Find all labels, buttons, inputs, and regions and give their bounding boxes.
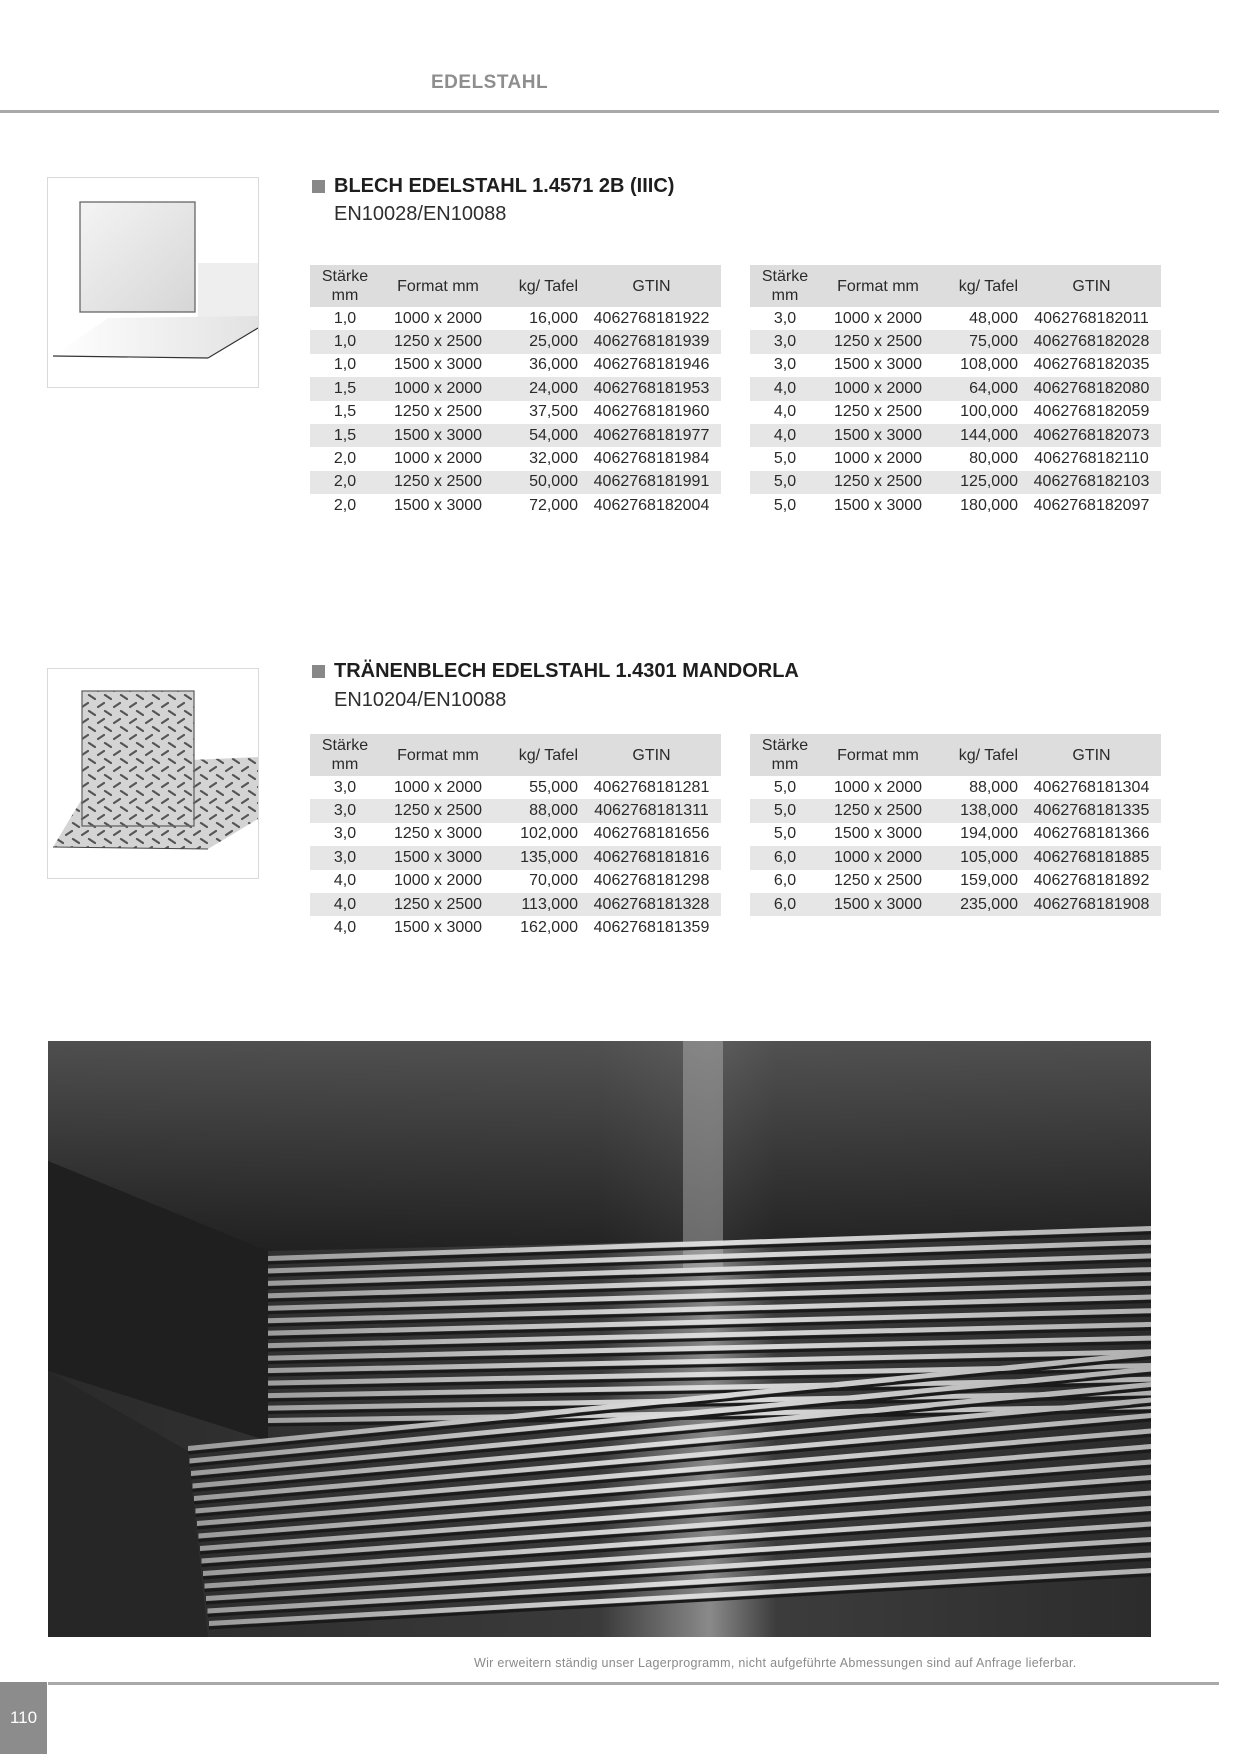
section-1-title-text: BLECH EDELSTAHL 1.4571 2B (IIIC) xyxy=(334,175,675,197)
cell-format: 1250 x 2500 xyxy=(380,893,496,916)
cell-format: 1000 x 2000 xyxy=(393,450,483,468)
cell-gtin: 4062768182097 xyxy=(1033,496,1150,514)
cell-thickness: 3,0 xyxy=(310,846,380,869)
cell-weight: 37,500 xyxy=(529,403,578,421)
table-row xyxy=(750,424,1161,447)
table-row xyxy=(750,823,1161,846)
cell-weight: 144,000 xyxy=(936,424,1022,447)
column-header-thickness: Stärke mm xyxy=(310,734,380,776)
cell-format: 1500 x 3000 xyxy=(833,356,923,374)
table-row xyxy=(310,354,721,377)
cell-format: 1000 x 2000 xyxy=(393,872,483,890)
cell-format: 1250 x 2500 xyxy=(380,799,496,822)
cell-weight: 235,000 xyxy=(936,893,1022,916)
cell-gtin: 4062768182059 xyxy=(1033,403,1150,421)
column-header-weight: kg/ Tafel xyxy=(936,734,1022,776)
table-row xyxy=(310,893,721,916)
cell-format: 1500 x 3000 xyxy=(820,424,936,447)
cell-weight: 48,000 xyxy=(969,309,1018,327)
stock-footnote: Wir erweitern ständig unser Lagerprogramm, nicht aufgeführte Abmessungen sind auf Anfrage lieferbar. xyxy=(474,1656,1077,1670)
table-row xyxy=(750,494,1161,517)
cell-gtin: 4062768181304 xyxy=(1033,778,1150,796)
table-row xyxy=(310,846,721,869)
cell-thickness: 3,0 xyxy=(333,825,357,843)
column-header-gtin: GTIN xyxy=(582,265,721,307)
cell-weight: 36,000 xyxy=(529,356,578,374)
cell-thickness: 1,5 xyxy=(310,424,380,447)
table-row xyxy=(310,870,721,893)
column-header-gtin: GTIN xyxy=(1022,734,1161,776)
cell-weight: 55,000 xyxy=(529,778,578,796)
cell-format: 1250 x 2500 xyxy=(833,872,923,890)
cell-format: 1000 x 2000 xyxy=(833,778,923,796)
column-header-weight: kg/ Tafel xyxy=(936,265,1022,307)
cell-weight: 50,000 xyxy=(496,471,582,494)
cell-gtin: 4062768181335 xyxy=(1022,799,1161,822)
table-row xyxy=(750,401,1161,424)
column-header-gtin: GTIN xyxy=(582,734,721,776)
cell-gtin: 4062768181816 xyxy=(582,846,721,869)
cell-thickness: 4,0 xyxy=(310,893,380,916)
cell-weight: 16,000 xyxy=(529,309,578,327)
cell-format: 1000 x 2000 xyxy=(380,377,496,400)
cell-thickness: 6,0 xyxy=(773,872,797,890)
cell-format: 1000 x 2000 xyxy=(820,846,936,869)
cell-gtin: 4062768181991 xyxy=(582,471,721,494)
table-row xyxy=(750,330,1161,353)
table-row xyxy=(310,401,721,424)
teardrop-sheet-image xyxy=(47,668,259,879)
cell-thickness: 5,0 xyxy=(750,471,820,494)
cell-gtin: 4062768181946 xyxy=(593,356,710,374)
table-row xyxy=(750,893,1161,916)
cell-weight: 105,000 xyxy=(936,846,1022,869)
table-row xyxy=(310,776,721,799)
cell-thickness: 4,0 xyxy=(750,377,820,400)
cell-weight: 180,000 xyxy=(960,496,1018,514)
column-header-thickness: Stärke mm xyxy=(310,265,380,307)
table-row xyxy=(750,471,1161,494)
cell-gtin: 4062768181960 xyxy=(593,403,710,421)
table-row xyxy=(750,799,1161,822)
cell-gtin: 4062768181922 xyxy=(593,309,710,327)
cell-gtin: 4062768181281 xyxy=(593,778,710,796)
cell-format: 1250 x 2500 xyxy=(393,403,483,421)
cell-thickness: 3,0 xyxy=(310,799,380,822)
cell-weight: 100,000 xyxy=(960,403,1018,421)
cell-weight: 108,000 xyxy=(960,356,1018,374)
cell-thickness: 5,0 xyxy=(773,778,797,796)
cell-gtin: 4062768181885 xyxy=(1022,846,1161,869)
cell-format: 1500 x 3000 xyxy=(393,919,483,937)
table-row xyxy=(310,307,721,330)
cell-gtin: 4062768182035 xyxy=(1033,356,1150,374)
cell-format: 1500 x 3000 xyxy=(833,825,923,843)
cell-format: 1250 x 3000 xyxy=(393,825,483,843)
table-row xyxy=(750,307,1161,330)
cell-thickness: 6,0 xyxy=(750,846,820,869)
cell-weight: 135,000 xyxy=(496,846,582,869)
cell-thickness: 2,0 xyxy=(310,471,380,494)
table-header-row xyxy=(750,734,1161,776)
cell-format: 1000 x 2000 xyxy=(833,309,923,327)
cell-format: 1250 x 2500 xyxy=(820,330,936,353)
table-row xyxy=(750,870,1161,893)
table-row xyxy=(750,354,1161,377)
cell-weight: 88,000 xyxy=(496,799,582,822)
cell-format: 1500 x 3000 xyxy=(380,846,496,869)
cell-gtin: 4062768181359 xyxy=(593,919,710,937)
cell-thickness: 2,0 xyxy=(333,450,357,468)
cell-format: 1250 x 2500 xyxy=(380,471,496,494)
cell-weight: 72,000 xyxy=(529,496,578,514)
cell-gtin: 4062768181908 xyxy=(1022,893,1161,916)
section-2-table-right xyxy=(750,734,1161,916)
cell-format: 1500 x 3000 xyxy=(820,893,936,916)
table-row xyxy=(310,494,721,517)
page-number: 110 xyxy=(0,1682,47,1754)
cell-thickness: 3,0 xyxy=(773,356,797,374)
cell-thickness: 1,5 xyxy=(333,403,357,421)
table-row xyxy=(310,447,721,470)
cell-weight: 194,000 xyxy=(960,825,1018,843)
cell-gtin: 4062768182080 xyxy=(1022,377,1161,400)
cell-gtin: 4062768181298 xyxy=(593,872,710,890)
square-bullet-icon xyxy=(312,665,325,678)
section-1-title xyxy=(312,175,674,198)
cell-thickness: 6,0 xyxy=(750,893,820,916)
table-row xyxy=(750,447,1161,470)
cell-gtin: 4062768182011 xyxy=(1034,309,1149,327)
section-2-title-text: TRÄNENBLECH EDELSTAHL 1.4301 MANDORLA xyxy=(334,660,799,682)
cell-weight: 25,000 xyxy=(496,330,582,353)
cell-thickness: 2,0 xyxy=(333,496,357,514)
category-title: EDELSTAHL xyxy=(431,72,549,93)
column-header-gtin: GTIN xyxy=(1022,265,1161,307)
cell-format: 1000 x 2000 xyxy=(393,309,483,327)
cell-weight: 54,000 xyxy=(496,424,582,447)
cell-format: 1500 x 3000 xyxy=(393,356,483,374)
plain-sheet-image xyxy=(47,177,259,388)
column-header-weight: kg/ Tafel xyxy=(496,734,582,776)
header-rule xyxy=(0,110,1219,113)
cell-format: 1250 x 2500 xyxy=(820,799,936,822)
cell-thickness: 1,0 xyxy=(333,356,357,374)
section-2-norm: EN10204/EN10088 xyxy=(334,689,507,711)
cell-gtin: 4062768181656 xyxy=(593,825,710,843)
cell-gtin: 4062768181939 xyxy=(582,330,721,353)
cell-gtin: 4062768182110 xyxy=(1034,450,1149,468)
cell-thickness: 4,0 xyxy=(773,403,797,421)
cell-thickness: 1,0 xyxy=(333,309,357,327)
table-header-row xyxy=(310,734,721,776)
cell-gtin: 4062768181984 xyxy=(593,450,710,468)
cell-gtin: 4062768182028 xyxy=(1022,330,1161,353)
square-bullet-icon xyxy=(312,180,325,193)
cell-thickness: 3,0 xyxy=(333,778,357,796)
cell-weight: 162,000 xyxy=(520,919,578,937)
table-row xyxy=(310,330,721,353)
section-1-table-left xyxy=(310,265,721,518)
table-row xyxy=(750,776,1161,799)
cell-weight: 70,000 xyxy=(529,872,578,890)
section-1-norm: EN10028/EN10088 xyxy=(334,203,507,225)
cell-weight: 102,000 xyxy=(520,825,578,843)
cell-weight: 64,000 xyxy=(936,377,1022,400)
cell-thickness: 5,0 xyxy=(773,496,797,514)
column-header-thickness: Stärke mm xyxy=(750,265,820,307)
cell-gtin: 4062768181328 xyxy=(582,893,721,916)
cell-gtin: 4062768181311 xyxy=(582,799,721,822)
cell-format: 1000 x 2000 xyxy=(833,450,923,468)
section-2-title xyxy=(312,660,799,683)
cell-thickness: 4,0 xyxy=(333,872,357,890)
cell-weight: 125,000 xyxy=(936,471,1022,494)
cell-thickness: 4,0 xyxy=(333,919,357,937)
cell-format: 1250 x 2500 xyxy=(380,330,496,353)
cell-weight: 138,000 xyxy=(936,799,1022,822)
cell-weight: 88,000 xyxy=(969,778,1018,796)
cell-weight: 75,000 xyxy=(936,330,1022,353)
cell-gtin: 4062768182004 xyxy=(593,496,710,514)
cell-thickness: 1,5 xyxy=(310,377,380,400)
table-row xyxy=(310,823,721,846)
table-header-row xyxy=(750,265,1161,307)
table-row xyxy=(750,846,1161,869)
table-header-row xyxy=(310,265,721,307)
cell-gtin: 4062768181892 xyxy=(1033,872,1150,890)
cell-thickness: 4,0 xyxy=(750,424,820,447)
cell-weight: 80,000 xyxy=(969,450,1018,468)
cell-thickness: 5,0 xyxy=(773,450,797,468)
cell-thickness: 5,0 xyxy=(773,825,797,843)
cell-format: 1500 x 3000 xyxy=(833,496,923,514)
cell-gtin: 4062768181953 xyxy=(582,377,721,400)
column-header-format: Format mm xyxy=(820,265,936,307)
cell-format: 1250 x 2500 xyxy=(820,471,936,494)
cell-thickness: 1,0 xyxy=(310,330,380,353)
column-header-format: Format mm xyxy=(380,734,496,776)
table-row xyxy=(750,377,1161,400)
column-header-thickness: Stärke mm xyxy=(750,734,820,776)
cell-gtin: 4062768182073 xyxy=(1022,424,1161,447)
cell-weight: 113,000 xyxy=(496,893,582,916)
column-header-format: Format mm xyxy=(380,265,496,307)
cell-weight: 24,000 xyxy=(496,377,582,400)
cell-thickness: 3,0 xyxy=(750,330,820,353)
column-header-weight: kg/ Tafel xyxy=(496,265,582,307)
table-row xyxy=(310,916,721,939)
cell-format: 1000 x 2000 xyxy=(393,778,483,796)
table-row xyxy=(310,799,721,822)
cell-format: 1250 x 2500 xyxy=(833,403,923,421)
table-row xyxy=(310,471,721,494)
cell-gtin: 4062768181977 xyxy=(582,424,721,447)
cell-format: 1500 x 3000 xyxy=(380,424,496,447)
table-row xyxy=(310,377,721,400)
steel-sheet-stack-photo xyxy=(48,1041,1151,1637)
cell-format: 1000 x 2000 xyxy=(820,377,936,400)
cell-weight: 159,000 xyxy=(960,872,1018,890)
cell-thickness: 5,0 xyxy=(750,799,820,822)
cell-format: 1500 x 3000 xyxy=(393,496,483,514)
cell-thickness: 3,0 xyxy=(773,309,797,327)
column-header-format: Format mm xyxy=(820,734,936,776)
cell-gtin: 4062768182103 xyxy=(1022,471,1161,494)
cell-gtin: 4062768181366 xyxy=(1033,825,1150,843)
cell-weight: 32,000 xyxy=(529,450,578,468)
section-2-table-left xyxy=(310,734,721,940)
section-1-table-right xyxy=(750,265,1161,518)
table-row xyxy=(310,424,721,447)
footer-rule xyxy=(48,1682,1219,1685)
